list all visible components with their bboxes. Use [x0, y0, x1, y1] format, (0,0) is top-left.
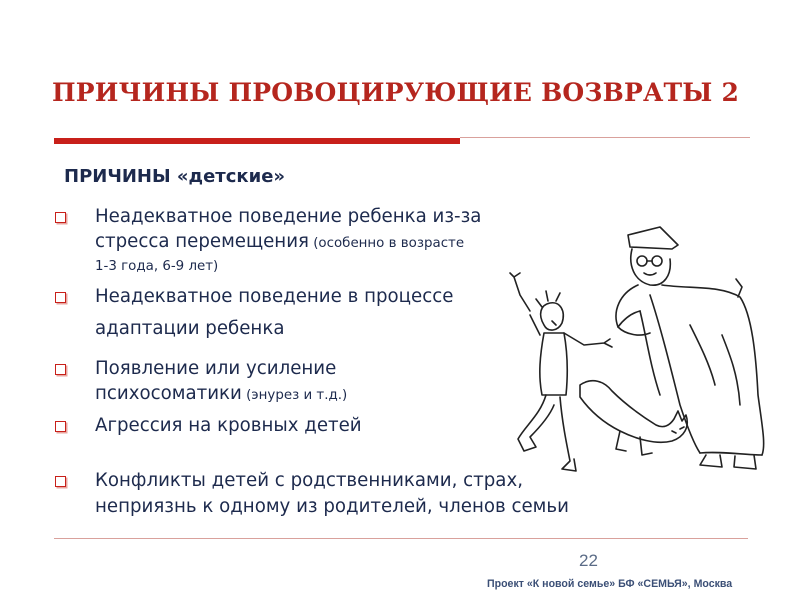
page-number: 22	[579, 551, 598, 570]
list-item-text: Конфликты детей с родственниками, страх,	[95, 470, 523, 491]
title-underline-thin	[460, 137, 750, 138]
list-item-text: Неадекватное поведение ребенка из-за	[95, 206, 482, 227]
square-bullet-icon	[55, 292, 66, 303]
list-item-text: стресса перемещения	[95, 231, 309, 252]
list-item-text: Неадекватное поведение в процессе	[95, 286, 454, 307]
slide-title: ПРИЧИНЫ ПРОВОЦИРУЮЩИЕ ВОЗВРАТЫ 2	[52, 78, 740, 107]
list-item-note: (энурез и т.д.)	[241, 388, 348, 403]
footer-rule	[54, 538, 748, 539]
list-item-note: (особенно в возрасте	[308, 236, 465, 251]
title-underline-thick	[54, 138, 460, 144]
list-item-text: психосоматики	[95, 383, 242, 404]
adult-figure-icon	[616, 227, 764, 469]
list-item-text: неприязнь к одному из родителей, членов семьи	[95, 496, 569, 517]
section-subtitle: ПРИЧИНЫ «детские»	[64, 166, 286, 187]
footer-credit: Проект «К новой семье» БФ «СЕМЬЯ», Москва	[487, 578, 733, 590]
square-bullet-icon	[55, 421, 66, 432]
list-item-text: адаптации ребенка	[95, 318, 285, 339]
square-bullet-icon	[55, 476, 66, 487]
list-item-text: Появление или усиление	[95, 358, 337, 379]
list-item-text: Агрессия на кровных детей	[95, 415, 362, 436]
list-item-note: 1-3 года, 6-9 лет)	[95, 259, 219, 274]
square-bullet-icon	[55, 212, 66, 223]
family-conflict-sketch	[500, 215, 790, 500]
child-figure-icon	[510, 273, 612, 471]
cat-figure-icon	[580, 381, 687, 455]
square-bullet-icon	[55, 364, 66, 375]
